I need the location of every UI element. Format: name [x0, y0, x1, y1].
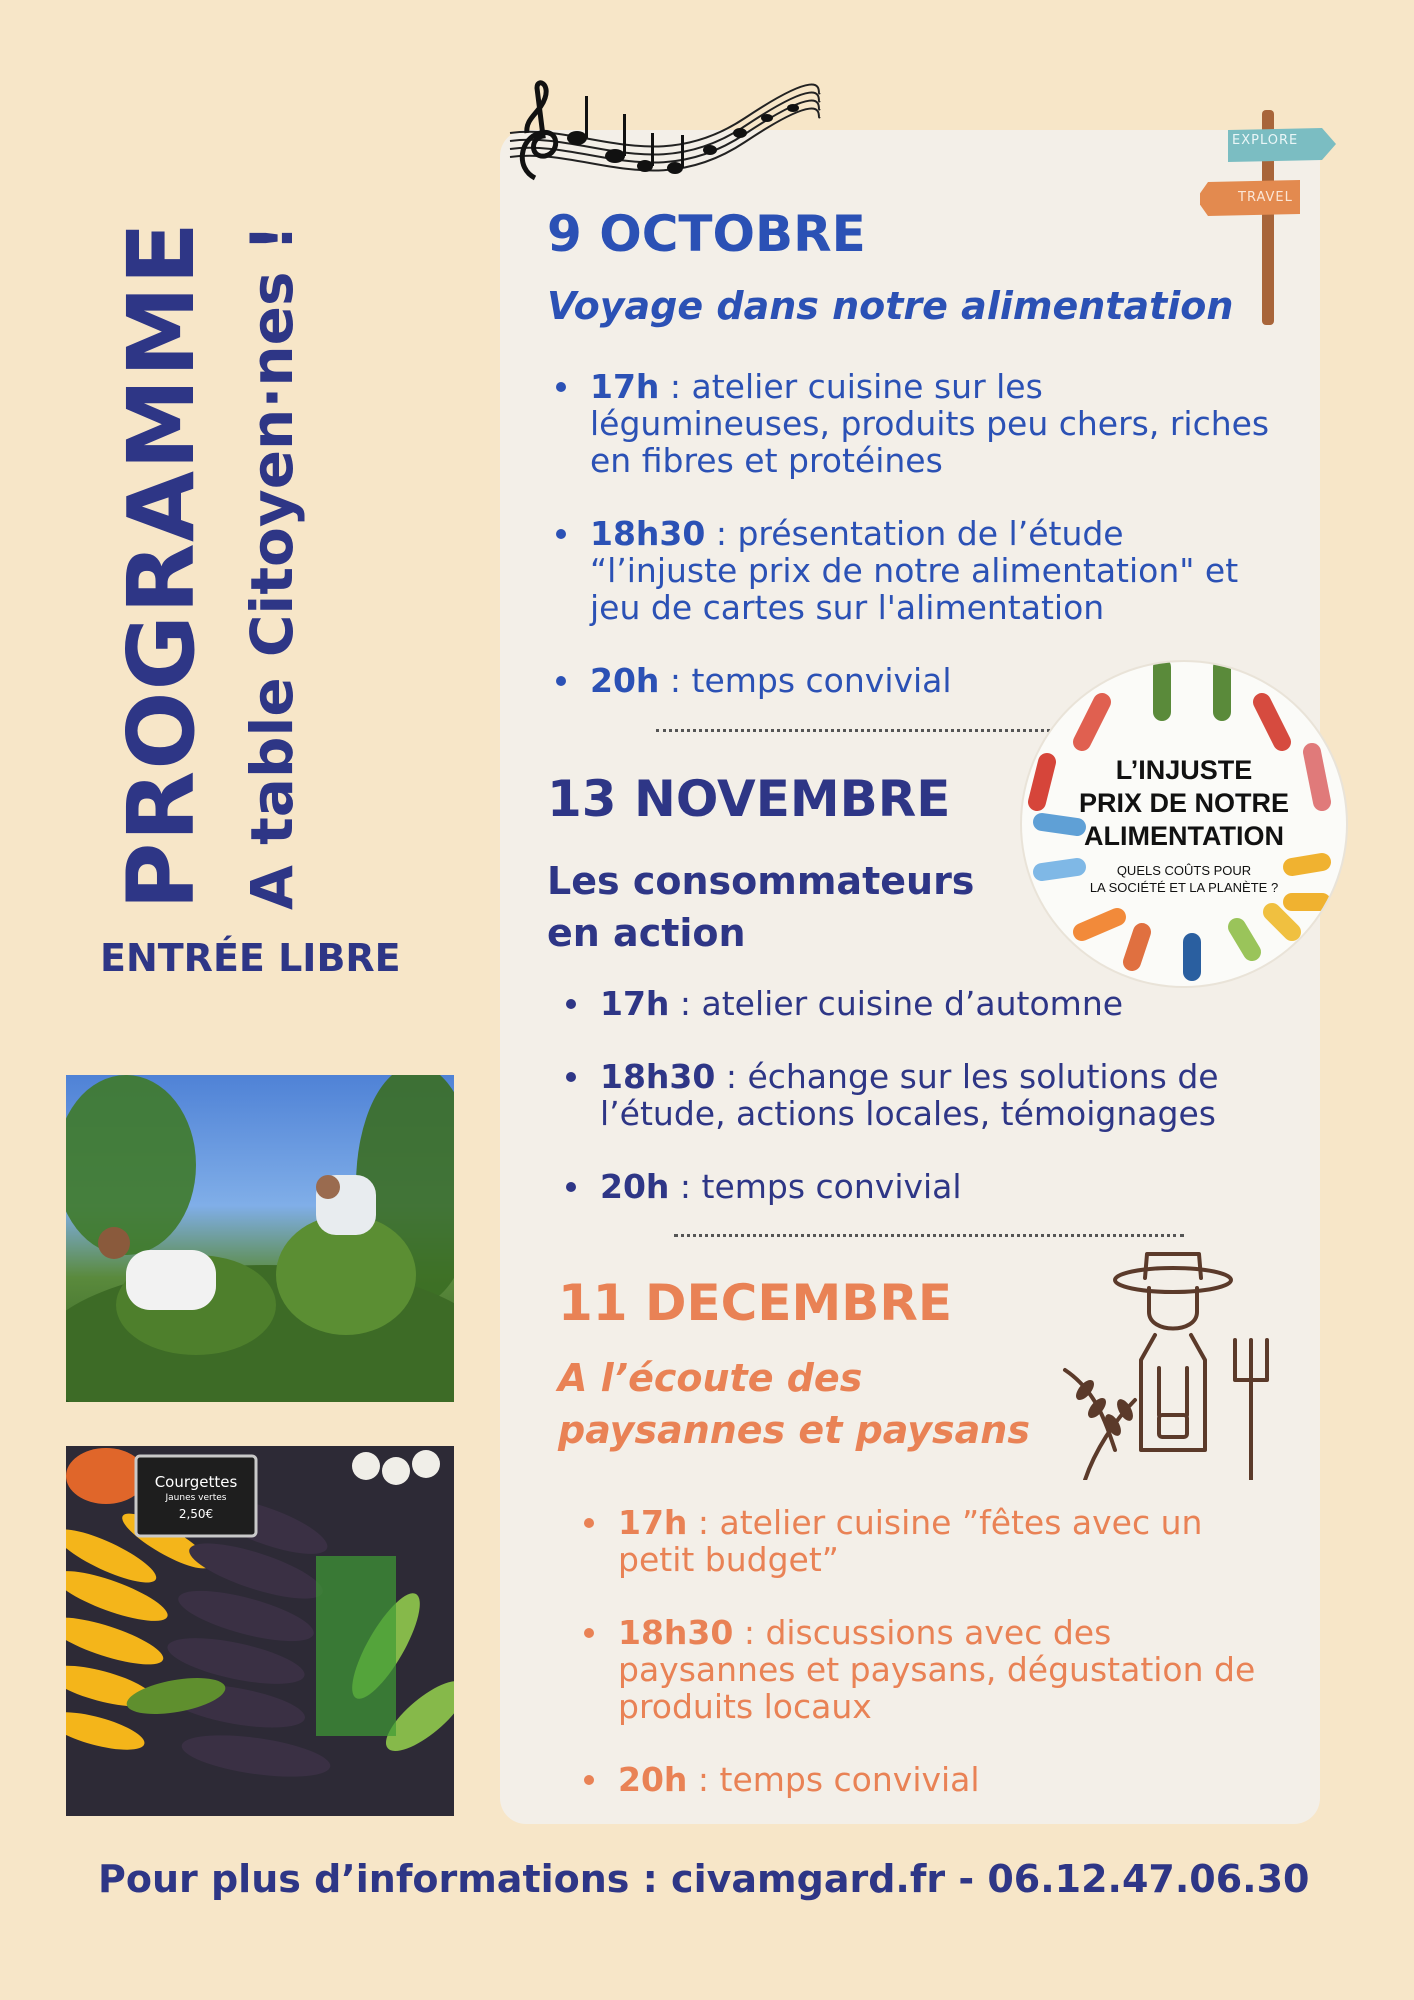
music-notes-icon — [505, 78, 825, 193]
schedule-item: 20h : temps convivial — [578, 1761, 1278, 1798]
event2-theme: Les consommateurs en action — [547, 859, 975, 955]
event3-date: 11 DECEMBRE — [558, 1274, 953, 1332]
badge-line3: ALIMENTATION — [1084, 821, 1284, 851]
event2-schedule — [560, 985, 1280, 1241]
divider — [674, 1234, 1184, 1237]
sign-explore: EXPLORE — [1232, 133, 1299, 148]
photo-market-vegetables — [66, 1446, 454, 1816]
schedule-item: 18h30 : présentation de l’étude “l’injuste prix de notre alimentation" et jeu de cartes sur l'alimentation — [550, 515, 1280, 626]
schedule-item: 20h : temps convivial — [550, 662, 1280, 699]
photo-vineyard-workers — [66, 1075, 454, 1402]
schedule-item: 18h30 : discussions avec des paysannes et paysans, dégustation de produits locaux — [578, 1614, 1278, 1725]
price-sign-line2: Jaunes vertes — [165, 1493, 227, 1503]
entry-label: ENTRÉE LIBRE — [100, 936, 401, 980]
schedule-item: 17h : atelier cuisine d’automne — [560, 985, 1280, 1022]
event3-theme: A l’écoute des paysannes et paysans — [558, 1356, 1030, 1452]
schedule-item: 17h : atelier cuisine ”fêtes avec un petit budget” — [578, 1504, 1278, 1578]
event1-theme: Voyage dans notre alimentation — [547, 284, 1234, 328]
schedule-item: 17h : atelier cuisine sur les légumineuses, produits peu chers, riches en fibres et protéines — [550, 368, 1280, 479]
event3-schedule — [578, 1504, 1278, 1834]
badge-sub2: LA SOCIÉTÉ ET LA PLANÈTE ? — [1089, 880, 1279, 895]
event2-date: 13 NOVEMBRE — [547, 770, 951, 828]
price-sign-line1: Courgettes — [154, 1473, 238, 1491]
sign-travel: TRAVEL — [1238, 190, 1293, 205]
schedule-item: 20h : temps convivial — [560, 1168, 1280, 1205]
divider — [656, 729, 1056, 732]
badge-line2: PRIX DE NOTRE — [1078, 788, 1290, 818]
price-sign-price: 2,50€ — [178, 1507, 214, 1521]
badge-sub1: QUELS COÛTS POUR — [1116, 863, 1252, 878]
farmer-icon — [1055, 1250, 1275, 1480]
badge-line1: L’INJUSTE — [1115, 755, 1253, 785]
event1-date: 9 OCTOBRE — [547, 205, 866, 263]
schedule-item: 18h30 : échange sur les solutions de l’étude, actions locales, témoignages — [560, 1058, 1280, 1132]
footer-contact: Pour plus d’informations : civamgard.fr - 06.12.47.06.30 — [98, 1857, 1310, 1901]
page-subtitle: A table Citoyen·nes ! — [238, 224, 306, 910]
study-badge — [1022, 662, 1346, 986]
page-title: PROGRAMME — [108, 221, 215, 910]
